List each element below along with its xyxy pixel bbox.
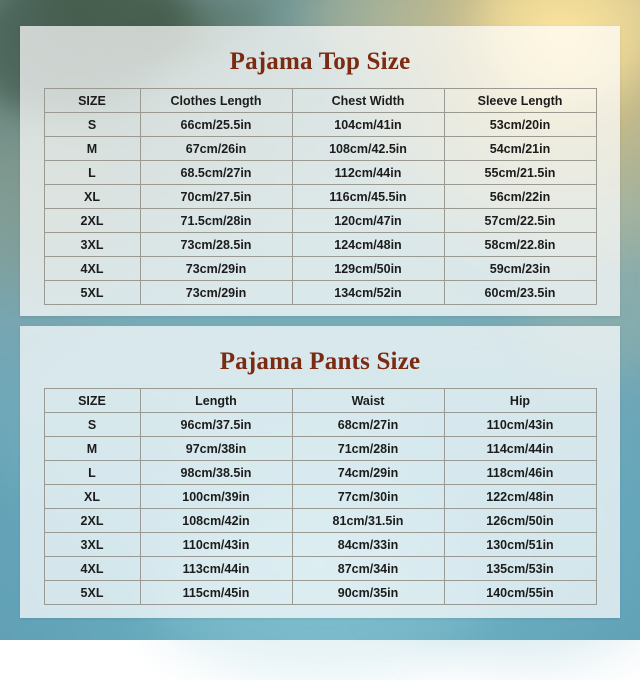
measurement-cell: 56cm/22in — [444, 185, 596, 209]
measurement-cell: 120cm/47in — [292, 209, 444, 233]
pajama-pants-table-body — [44, 413, 596, 605]
table-row — [44, 257, 596, 281]
measurement-cell: 108cm/42in — [140, 509, 292, 533]
size-label-cell: 5XL — [44, 281, 140, 305]
table-row — [44, 509, 596, 533]
column-header-hip: Hip — [444, 389, 596, 413]
size-label-cell: XL — [44, 185, 140, 209]
measurement-cell: 70cm/27.5in — [140, 185, 292, 209]
measurement-cell: 104cm/41in — [292, 113, 444, 137]
table-header-row — [44, 89, 596, 113]
table-row — [44, 485, 596, 509]
size-label-cell: 3XL — [44, 233, 140, 257]
measurement-cell: 126cm/50in — [444, 509, 596, 533]
measurement-cell: 122cm/48in — [444, 485, 596, 509]
table-row — [44, 137, 596, 161]
measurement-cell: 84cm/33in — [292, 533, 444, 557]
pajama-top-title: Pajama Top Size — [229, 48, 411, 75]
column-header-chest-width: Chest Width — [292, 89, 444, 113]
size-label-cell: 4XL — [44, 257, 140, 281]
size-label-cell: L — [44, 461, 140, 485]
size-label-cell: S — [44, 113, 140, 137]
measurement-cell: 96cm/37.5in — [140, 413, 292, 437]
size-label-cell: M — [44, 437, 140, 461]
measurement-cell: 53cm/20in — [444, 113, 596, 137]
table-header-row — [44, 389, 596, 413]
measurement-cell: 58cm/22.8in — [444, 233, 596, 257]
measurement-cell: 73cm/29in — [140, 257, 292, 281]
table-row — [44, 233, 596, 257]
measurement-cell: 66cm/25.5in — [140, 113, 292, 137]
size-label-cell: 2XL — [44, 509, 140, 533]
table-row — [44, 161, 596, 185]
measurement-cell: 57cm/22.5in — [444, 209, 596, 233]
measurement-cell: 112cm/44in — [292, 161, 444, 185]
table-row — [44, 113, 596, 137]
table-row — [44, 209, 596, 233]
measurement-cell: 115cm/45in — [140, 581, 292, 605]
measurement-cell: 68.5cm/27in — [140, 161, 292, 185]
size-label-cell: 4XL — [44, 557, 140, 581]
measurement-cell: 135cm/53in — [444, 557, 596, 581]
table-row — [44, 557, 596, 581]
column-header-size: SIZE — [44, 389, 140, 413]
pajama-top-table-body — [44, 113, 596, 305]
size-label-cell: M — [44, 137, 140, 161]
measurement-cell: 114cm/44in — [444, 437, 596, 461]
size-label-cell: L — [44, 161, 140, 185]
pajama-pants-title: Pajama Pants Size — [219, 348, 421, 375]
measurement-cell: 97cm/38in — [140, 437, 292, 461]
table-row — [44, 185, 596, 209]
pajama-top-size-card — [20, 26, 620, 316]
measurement-cell: 71cm/28in — [292, 437, 444, 461]
table-row — [44, 281, 596, 305]
measurement-cell: 130cm/51in — [444, 533, 596, 557]
measurement-cell: 90cm/35in — [292, 581, 444, 605]
measurement-cell: 129cm/50in — [292, 257, 444, 281]
pajama-top-size-table — [44, 88, 597, 305]
measurement-cell: 68cm/27in — [292, 413, 444, 437]
measurement-cell: 60cm/23.5in — [444, 281, 596, 305]
measurement-cell: 108cm/42.5in — [292, 137, 444, 161]
measurement-cell: 73cm/28.5in — [140, 233, 292, 257]
table-row — [44, 461, 596, 485]
measurement-cell: 134cm/52in — [292, 281, 444, 305]
size-label-cell: XL — [44, 485, 140, 509]
measurement-cell: 77cm/30in — [292, 485, 444, 509]
table-row — [44, 581, 596, 605]
column-header-waist: Waist — [292, 389, 444, 413]
size-label-cell: 5XL — [44, 581, 140, 605]
measurement-cell: 55cm/21.5in — [444, 161, 596, 185]
measurement-cell: 54cm/21in — [444, 137, 596, 161]
measurement-cell: 98cm/38.5in — [140, 461, 292, 485]
measurement-cell: 67cm/26in — [140, 137, 292, 161]
column-header-size: SIZE — [44, 89, 140, 113]
measurement-cell: 73cm/29in — [140, 281, 292, 305]
measurement-cell: 100cm/39in — [140, 485, 292, 509]
size-label-cell: S — [44, 413, 140, 437]
measurement-cell: 74cm/29in — [292, 461, 444, 485]
table-row — [44, 413, 596, 437]
measurement-cell: 81cm/31.5in — [292, 509, 444, 533]
size-label-cell: 2XL — [44, 209, 140, 233]
table-row — [44, 437, 596, 461]
column-header-sleeve-length: Sleeve Length — [444, 89, 596, 113]
column-header-length: Length — [140, 389, 292, 413]
pajama-pants-size-table — [44, 388, 597, 605]
measurement-cell: 59cm/23in — [444, 257, 596, 281]
measurement-cell: 124cm/48in — [292, 233, 444, 257]
measurement-cell: 140cm/55in — [444, 581, 596, 605]
measurement-cell: 113cm/44in — [140, 557, 292, 581]
measurement-cell: 110cm/43in — [444, 413, 596, 437]
table-row — [44, 533, 596, 557]
size-label-cell: 3XL — [44, 533, 140, 557]
measurement-cell: 110cm/43in — [140, 533, 292, 557]
pajama-pants-size-card — [20, 326, 620, 618]
measurement-cell: 118cm/46in — [444, 461, 596, 485]
measurement-cell: 71.5cm/28in — [140, 209, 292, 233]
measurement-cell: 87cm/34in — [292, 557, 444, 581]
column-header-clothes-length: Clothes Length — [140, 89, 292, 113]
measurement-cell: 116cm/45.5in — [292, 185, 444, 209]
